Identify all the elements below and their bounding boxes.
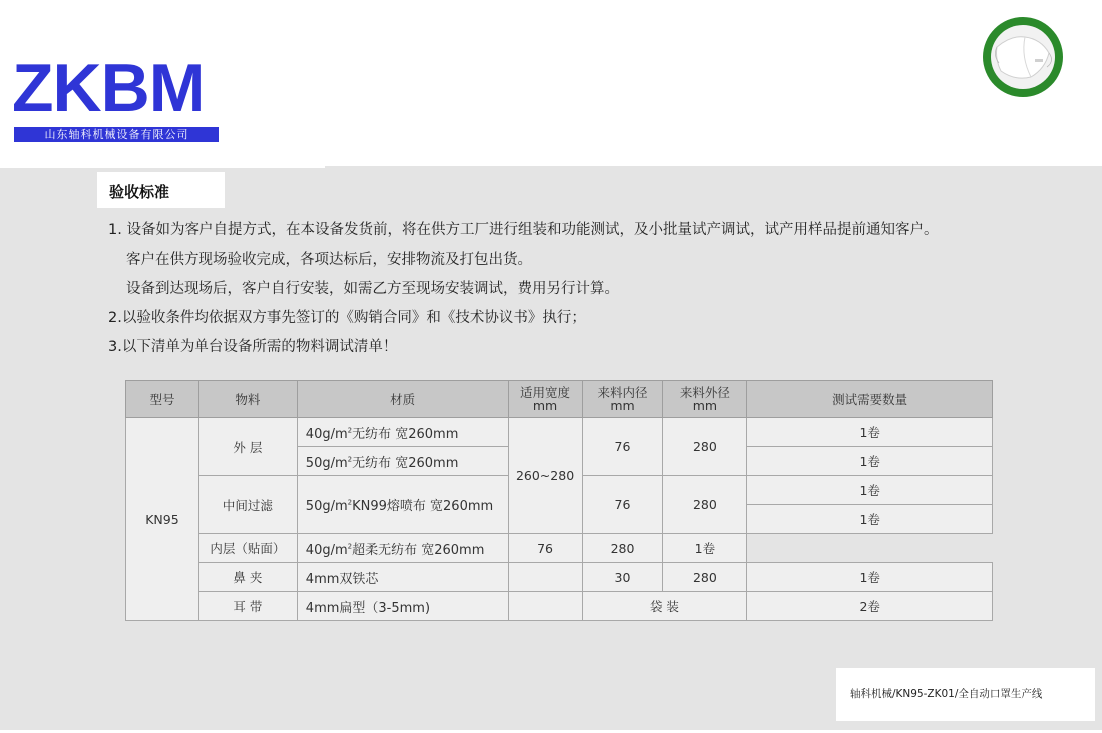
material-desc: 无纺布 宽260mm (352, 455, 459, 471)
cell-outer-layer-qty-2: 1卷 (747, 447, 993, 476)
superscript: 2 (347, 455, 353, 464)
cell-inner-layer-qty: 1卷 (663, 534, 747, 563)
superscript: 2 (347, 542, 353, 551)
cell-ear-band-packing: 袋 装 (582, 592, 747, 621)
kn95-mask-badge (983, 17, 1063, 97)
logo-company-name: 山东轴科机械设备有限公司 (14, 127, 219, 142)
material-weight: 40g/m (305, 542, 348, 558)
cell-model: KN95 (126, 418, 199, 621)
cell-middle-filter-inner: 76 (582, 476, 663, 534)
header-outer-unit: mm (692, 398, 718, 413)
header-inner-unit: mm (610, 398, 635, 413)
cell-width-range: 260~280 (508, 418, 582, 534)
paragraph-1-line-3: 设备到达现场后，客户自行安装，如需乙方至现场安装调试，费用另行计算。 (126, 281, 619, 297)
paragraph-1: 1. 设备如为客户自提方式，在本设备发货前，将在供方工厂进行组装和功能测试，及小批量试产调试，试产用样品提前通知客户。 (108, 222, 939, 238)
cell-middle-filter-outer: 280 (663, 476, 747, 534)
cell-nose-clip-width (508, 563, 582, 592)
kn95-mask-icon (991, 25, 1055, 89)
section-title-box (97, 172, 225, 208)
cell-nose-clip-qty: 1卷 (747, 563, 993, 592)
superscript: 2 (347, 426, 353, 435)
cell-nose-clip-inner: 30 (582, 563, 663, 592)
table-row (126, 592, 993, 621)
cell-middle-filter-name: 中间过滤 (198, 476, 297, 534)
mask-drawing (991, 25, 1055, 89)
cell-ear-band-qty: 2卷 (747, 592, 993, 621)
header-model: 型号 (126, 381, 199, 418)
cell-nose-clip-outer: 280 (663, 563, 747, 592)
section-title: 验收标准 (109, 183, 170, 201)
header-outer-label: 来料外径 (679, 385, 730, 400)
header-width (508, 381, 582, 418)
table-row (126, 534, 993, 563)
cell-outer-layer-material-1 (297, 418, 508, 447)
cell-ear-band-material: 4mm扁型（3-5mm) (297, 592, 508, 621)
header-material: 材质 (297, 381, 508, 418)
header-inner-diameter (582, 381, 663, 418)
logo-wordmark: ZKBM (12, 50, 205, 126)
material-weight: 50g/m (305, 499, 348, 514)
cell-middle-filter-material (297, 476, 508, 534)
cell-outer-layer-material-2 (297, 447, 508, 476)
company-logo (12, 52, 222, 144)
cell-ear-band-width (508, 592, 582, 621)
header-quantity: 测试需要数量 (747, 381, 993, 418)
material-weight: 40g/m (305, 426, 348, 442)
paragraph-3: 3.以下清单为单台设备所需的物料调试清单！ (108, 339, 398, 355)
footer-label: 轴科机械/KN95-ZK01/全自动口罩生产线 (850, 688, 1043, 700)
divider-strip (0, 160, 325, 168)
header-outer-diameter (663, 381, 747, 418)
superscript: 2 (347, 498, 353, 507)
cell-outer-layer-outer: 280 (663, 418, 747, 476)
cell-inner-layer-inner: 76 (508, 534, 582, 563)
header-material-name: 物料 (198, 381, 297, 418)
cell-nose-clip-name: 鼻 夹 (198, 563, 297, 592)
cell-middle-filter-qty-1: 1卷 (747, 476, 993, 505)
footer-label-box (836, 668, 1095, 721)
header-width-unit: mm (532, 398, 558, 413)
material-desc: 超柔无纺布 宽260mm (352, 542, 485, 558)
material-table (125, 380, 993, 621)
cell-inner-layer-name: 内层（贴面） (198, 534, 297, 563)
cell-nose-clip-material: 4mm双铁芯 (297, 563, 508, 592)
cell-outer-layer-name: 外 层 (198, 418, 297, 476)
table-row (126, 563, 993, 592)
header-inner-label: 来料内径 (597, 385, 648, 400)
cell-ear-band-name: 耳 带 (198, 592, 297, 621)
material-weight: 50g/m (305, 455, 348, 471)
cell-middle-filter-qty-2: 1卷 (747, 505, 993, 534)
material-desc: KN99熔喷布 宽260mm (352, 499, 494, 514)
material-desc: 无纺布 宽260mm (352, 426, 459, 442)
cell-outer-layer-inner: 76 (582, 418, 663, 476)
cell-inner-layer-outer: 280 (582, 534, 663, 563)
cell-outer-layer-qty-1: 1卷 (747, 418, 993, 447)
cell-inner-layer-material (297, 534, 508, 563)
paragraph-2: 2.以验收条件均依据双方事先签订的《购销合同》和《技术协议书》执行； (108, 310, 586, 326)
paragraph-1-line-2: 客户在供方现场验收完成，各项达标后，安排物流及打包出货。 (126, 252, 532, 268)
header-width-label: 适用宽度 (520, 385, 571, 400)
table-header-row (126, 381, 993, 418)
table-row (126, 418, 993, 447)
